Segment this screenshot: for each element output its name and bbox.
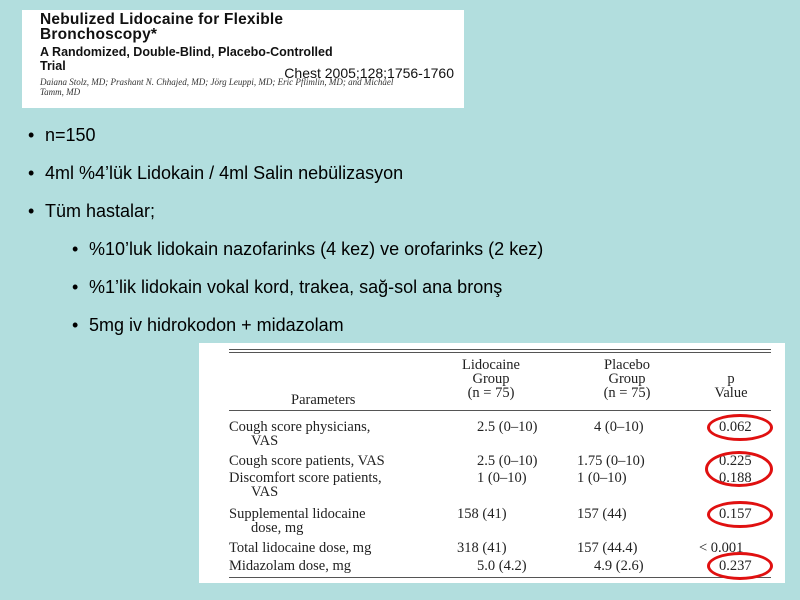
bullet-dot-icon: • [28, 163, 35, 183]
row-placebo: 4 (0–10) [594, 419, 644, 435]
bullet-dot-icon: • [72, 277, 79, 297]
bullet-list [28, 122, 543, 350]
row-p-value: 0.225 [719, 453, 752, 469]
bullet-item [28, 198, 543, 236]
row-p-value: 0.062 [719, 419, 752, 435]
bullet-item [28, 160, 543, 198]
param-line: VAS [251, 484, 279, 500]
header-parameters: Parameters [291, 392, 356, 408]
journal-reference: Chest 2005;128;1756-1760 [284, 65, 454, 81]
article-title: Nebulized Lidocaine for Flexible Bronchoscopy* [40, 11, 284, 43]
row-param [229, 559, 351, 573]
row-param [229, 420, 370, 448]
row-lidocaine: 2.5 (0–10) [477, 453, 538, 469]
bullet-dot-icon: • [28, 201, 35, 221]
table-top-rule [229, 349, 771, 350]
bullet-text: n=150 [45, 125, 96, 145]
bullet-dot-icon: • [28, 125, 35, 145]
param-line: Discomfort score patients, [229, 470, 382, 486]
row-lidocaine: 5.0 (4.2) [477, 558, 527, 574]
param-line: Cough score patients, VAS [229, 453, 385, 469]
row-p-value: < 0.001 [699, 540, 744, 556]
header-p-value [699, 372, 763, 400]
row-placebo: 4.9 (2.6) [594, 558, 644, 574]
bullet-text: 4ml %4’lük Lidokain / 4ml Salin nebülizasyon [45, 163, 404, 183]
sub-bullet-item [28, 274, 543, 312]
param-line: Midazolam dose, mg [229, 558, 352, 574]
param-line: Total lidocaine dose, mg [229, 540, 372, 556]
bullet-text: %10’luk lidokain nazofarinks (4 kez) ve orofarinks (2 kez) [89, 239, 544, 259]
row-lidocaine: 2.5 (0–10) [477, 419, 538, 435]
highlight-circle [705, 451, 773, 487]
header-line: Value [714, 385, 748, 401]
header-line: Lidocaine [462, 357, 520, 373]
sub-bullet-item [28, 236, 543, 274]
header-line: Group [472, 371, 510, 387]
header-line: (n = 75) [467, 385, 515, 401]
article-authors: Daiana Stolz, MD; Prashant N. Chhajed, MD; Jörg Leuppi, MD; Eric Pflimlin, MD; and Michael Tamm, MD [40, 77, 394, 97]
bullet-dot-icon: • [72, 315, 79, 335]
results-table-image [199, 343, 785, 583]
table-bottom-rule [229, 577, 771, 578]
bullet-text: 5mg iv hidrokodon + midazolam [89, 315, 344, 335]
table-top-rule [229, 352, 771, 353]
row-p-value: 0.237 [719, 558, 752, 574]
row-param [229, 541, 371, 555]
row-lidocaine: 1 (0–10) [477, 470, 527, 486]
row-placebo: 1.75 (0–10) [577, 453, 645, 469]
bullet-text: Tüm hastalar; [45, 201, 156, 221]
row-param [229, 454, 385, 468]
header-line: (n = 75) [603, 385, 651, 401]
bullet-text: %1’lik lidokain vokal kord, trakea, sağ-sol ana bronş [89, 277, 503, 297]
row-param [229, 507, 366, 535]
row-placebo: 157 (44.4) [577, 540, 638, 556]
bullet-item [28, 122, 543, 160]
header-line: Group [608, 371, 646, 387]
row-p-value: 0.188 [719, 470, 752, 486]
highlight-circle [707, 552, 773, 580]
header-lidocaine [431, 358, 551, 400]
param-line: VAS [251, 433, 279, 449]
row-p-value: 0.157 [719, 506, 752, 522]
row-placebo: 1 (0–10) [577, 470, 627, 486]
row-lidocaine: 318 (41) [457, 540, 507, 556]
highlight-circle [707, 501, 773, 528]
table-header-rule [229, 410, 771, 411]
row-placebo: 157 (44) [577, 506, 627, 522]
article-subtitle: A Randomized, Double-Blind, Placebo-Controlled Trial [40, 45, 333, 73]
citation-image [22, 10, 464, 108]
param-line: Supplemental lidocaine [229, 506, 366, 522]
param-line: dose, mg [251, 520, 304, 536]
header-placebo [567, 358, 687, 400]
highlight-circle [707, 414, 773, 441]
bullet-dot-icon: • [72, 239, 79, 259]
row-lidocaine: 158 (41) [457, 506, 507, 522]
header-line: Placebo [604, 357, 650, 373]
header-line: p [727, 371, 735, 387]
param-line: Cough score physicians, [229, 419, 371, 435]
row-param [229, 471, 382, 499]
